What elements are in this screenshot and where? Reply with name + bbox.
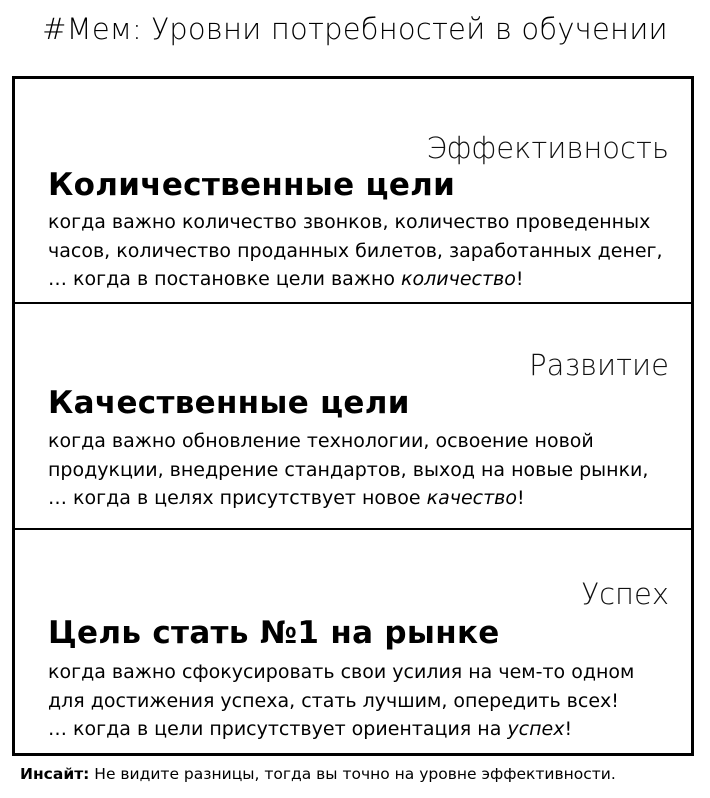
description-line	[48, 265, 669, 294]
description-emphasis: количество	[401, 268, 516, 290]
insight-note	[20, 765, 616, 783]
insight-text: Не видите разницы, тогда вы точно на уровне эффективности.	[89, 765, 616, 783]
insight-label: Инсайт:	[20, 765, 90, 783]
level-label: Эффективность	[426, 131, 669, 165]
description-suffix: !	[515, 268, 524, 290]
description-text: … когда в постановке цели важно	[48, 268, 402, 290]
section-efficiency	[15, 79, 691, 304]
description-line: когда важно обновление технологии, освоение новой	[48, 430, 594, 452]
description-line: часов, количество проданных билетов, заработанных денег,	[48, 239, 663, 262]
description-line: когда важно сфокусировать свои усилия на чем-то одном	[48, 661, 635, 683]
level-label: Успех	[581, 577, 669, 611]
section-description	[48, 427, 669, 513]
description-suffix: !	[564, 718, 573, 740]
section-heading: Цель стать №1 на рынке	[48, 615, 500, 651]
section-development	[15, 304, 691, 530]
level-label: Развитие	[529, 348, 669, 382]
page-title: #Мем: Уровни потребностей в обучении	[42, 12, 668, 46]
description-emphasis: качество	[426, 487, 517, 509]
section-heading: Качественные цели	[48, 385, 410, 421]
section-success	[15, 530, 691, 756]
description-text: … когда в цели присутствует ориентация на	[48, 718, 508, 740]
description-line	[48, 715, 669, 744]
description-text: … когда в целях присутствует новое	[48, 487, 427, 509]
description-line	[48, 484, 669, 513]
section-description	[48, 208, 669, 294]
description-line: когда важно количество звонков, количество проведенных	[48, 211, 651, 233]
description-emphasis: успех	[507, 718, 565, 740]
description-suffix: !	[516, 487, 525, 509]
section-description	[48, 658, 669, 744]
description-line: продукции, внедрение стандартов, выход на новые рынки,	[48, 458, 649, 481]
levels-frame	[12, 76, 694, 756]
description-line: для достижения успеха, стать лучшим, опередить всех!	[48, 689, 619, 712]
section-heading: Количественные цели	[48, 167, 456, 203]
